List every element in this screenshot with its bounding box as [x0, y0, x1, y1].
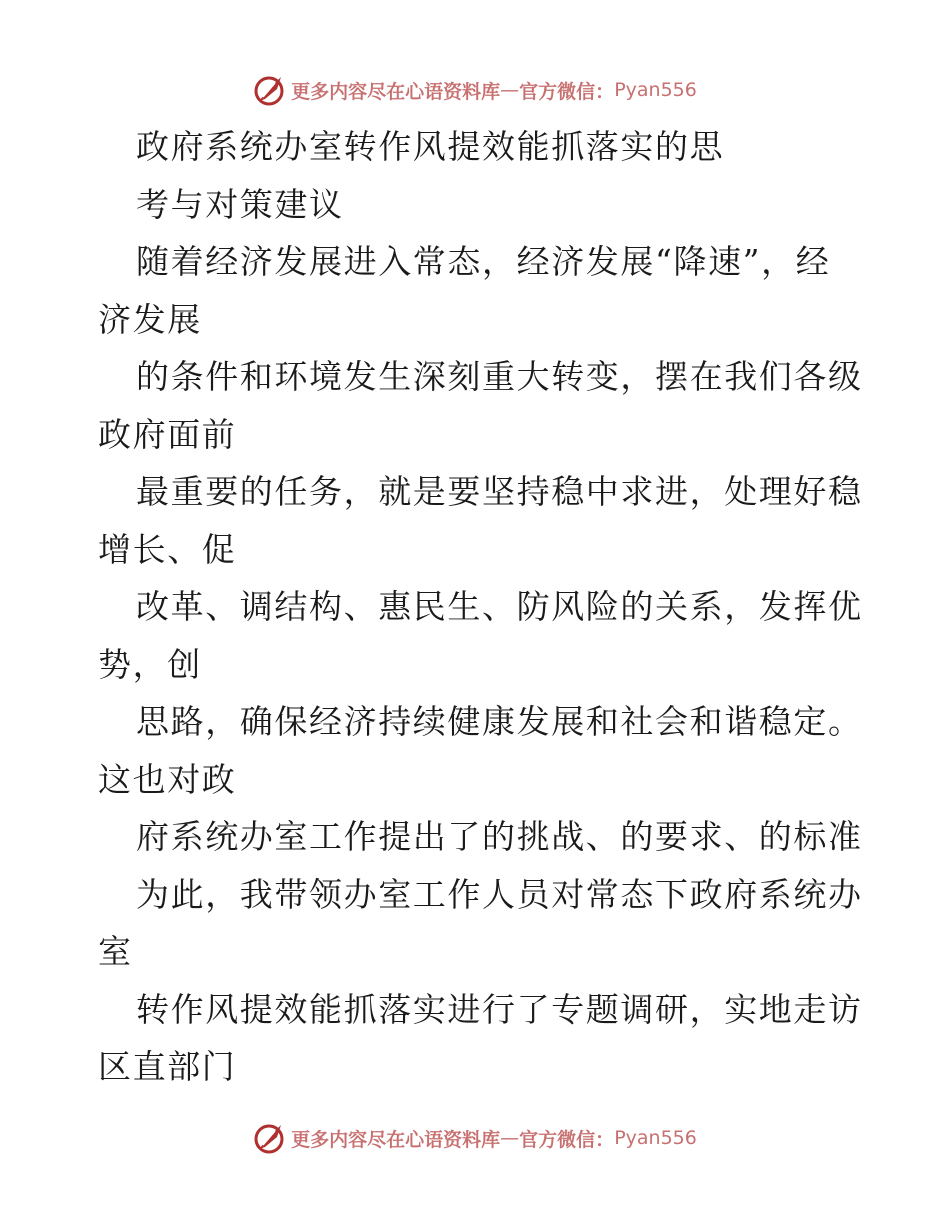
document-line: 考与对策建议 [136, 184, 344, 224]
document-line: 政府面前 [98, 414, 237, 454]
banner-library-text: 更多内容尽在心语资料库 [291, 1128, 501, 1151]
header-banner [0, 70, 950, 110]
banner-wechat-id: Pyan556 [614, 1127, 697, 1149]
document-line: 这也对政 [98, 759, 237, 799]
document-line: 政府系统办室转作风提效能抓落实的思 [136, 127, 725, 166]
document-line: 为此，我带领办室工作人员对常态下政府系统办 [136, 874, 863, 914]
document-line: 府系统办室工作提出了的挑战、的要求、的标准 [136, 817, 863, 856]
document-body [98, 118, 863, 1096]
document-line: 改革、调结构、惠民生、防风险的关系，发挥优 [136, 587, 863, 626]
document-line: 的条件和环境发生深刻重大转变，摆在我们各级 [136, 357, 863, 396]
document-line: 随着经济发展进入常态，经济发展“降速”，经 [136, 242, 831, 281]
quill-logo-icon [253, 73, 287, 107]
document-line: 济发展 [98, 299, 202, 339]
quill-logo-icon [253, 1121, 287, 1155]
document-line: 势，创 [98, 644, 202, 684]
document-line: 思路，确保经济持续健康发展和社会和谐稳定。 [136, 702, 863, 741]
document-line: 最重要的任务，就是要坚持稳中求进，处理好稳 [136, 472, 863, 511]
footer-banner [0, 1118, 950, 1158]
banner-official-label: 官方微信： [519, 80, 615, 103]
document-line: 室 [98, 932, 133, 971]
banner-wechat-id: Pyan556 [614, 79, 697, 101]
banner-library-text: 更多内容尽在心语资料库 [291, 80, 501, 103]
document-line: 转作风提效能抓落实进行了专题调研，实地走访 [136, 989, 863, 1029]
document-line: 增长、促 [98, 529, 237, 569]
banner-separator: — [500, 1127, 520, 1149]
document-line: 区直部门 [98, 1047, 237, 1086]
banner-separator: — [500, 79, 520, 101]
banner-official-label: 官方微信： [519, 1128, 615, 1151]
